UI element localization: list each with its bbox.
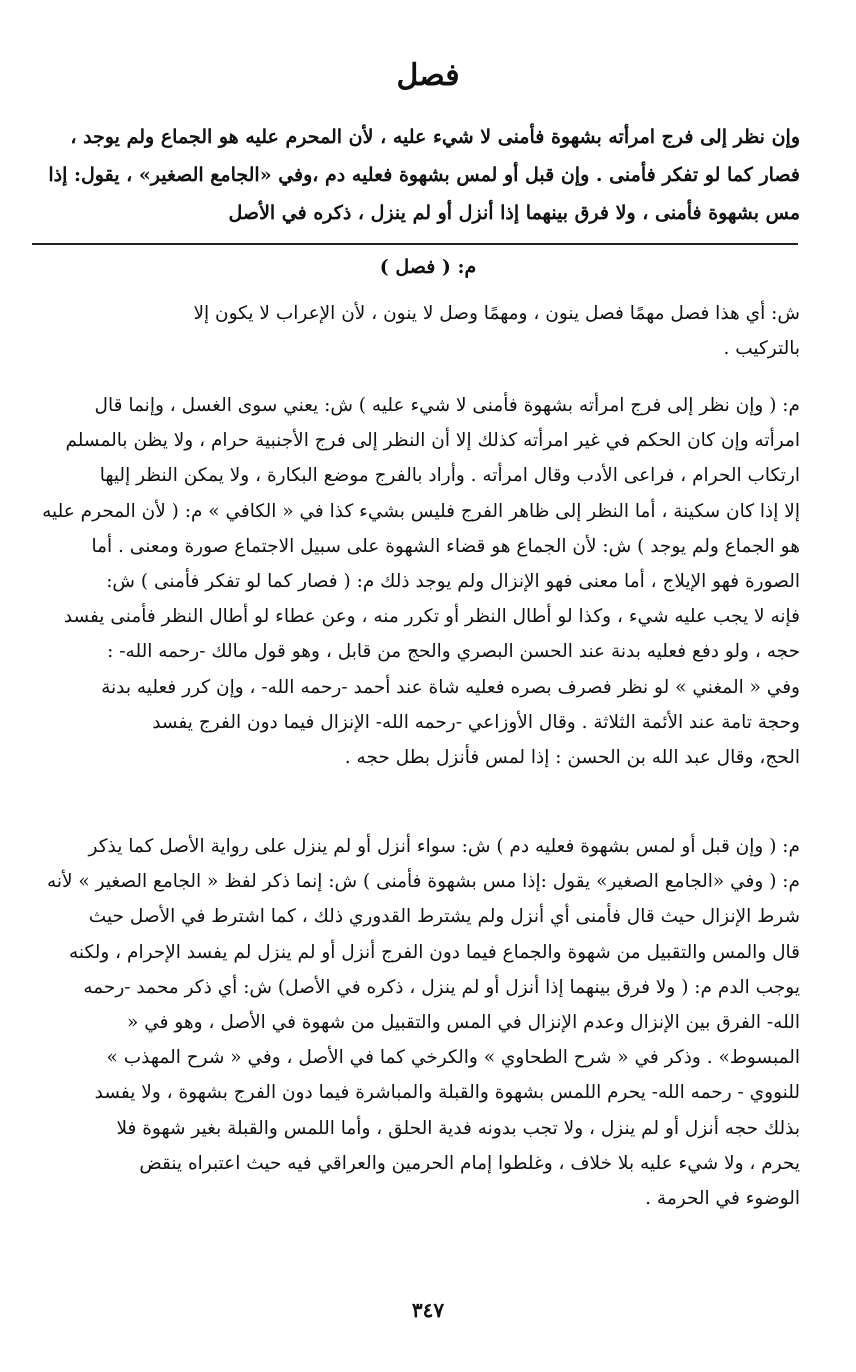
text-line: شرط الإنزال حيث قال فأمنى أي أنزل ولم يشترط القدوري ذلك ، كما اشترط في الأصل حيث: [88, 906, 800, 928]
text-line: يحرم ، ولا شيء عليه بلا خلاف ، وغلطوا إمام الحرمين والعراقي فيه حيث اعتبراه ينقض: [139, 1152, 800, 1174]
text-line: م: ( وإن نظر إلى فرج امرأته بشهوة فأمنى لا شيء عليه ) ش: يعني سوى الغسل ، وإنما قال: [94, 395, 800, 416]
text-line: ش: أي هذا فصل مهمًا فصل ينون ، ومهمًا وصل لا ينون ، لأن الإعراب لا يكون إلا: [193, 303, 800, 324]
commentary-paragraph-2: [32, 388, 800, 775]
matn-line: مس بشهوة فأمنى ، ولا فرق بينهما إذا أنزل أو لم ينزل ، ذكره في الأصل: [228, 202, 800, 224]
text-line: فإنه لا يجب عليه شيء ، وكذا لو أطال النظر أو تكرر منه ، وعن عطاء لو أطال النظر فأمنى يفسد: [63, 606, 800, 628]
text-line: المبسوط» . وذكر في « شرح الطحاوي » والكرخي كما في الأصل ، وفي « شرح المهذب »: [106, 1047, 800, 1069]
text-line: الوضوء في الحرمة .: [645, 1187, 800, 1209]
matn-line: وإن نظر إلى فرج امرأته بشهوة فأمنى لا شيء عليه ، لأن المحرم عليه هو الجماع ولم يوجد ،: [70, 126, 800, 148]
sharh-subheading: م: ( فصل ): [379, 256, 477, 278]
text-line: الحج، وقال عبد الله بن الحسن : إذا لمس فأنزل بطل حجه .: [344, 746, 800, 768]
text-line: ارتكاب الحرام ، فراعى الأدب وقال امرأته . وأراد بالفرج موضع البكارة ، ولا يمكن النظر إليها: [99, 465, 800, 487]
text-line: بذلك حجه أنزل أو لم ينزل ، ولا تجب بدونه فدية الحلق ، وأما اللمس والقبلة بغير شهوة فلا: [116, 1117, 800, 1139]
matn-block: [32, 118, 800, 232]
text-line: حجه ، ولو دفع فعليه بدنة عند الحسن البصري والحج من قابل ، وهو قول مالك -رحمه الله- :: [107, 641, 800, 663]
text-line: إلا إذا كان سكينة ، أما النظر إلى ظاهر الفرج فليس بشيء كذا في « الكافي » م: ( لأن المحرم عليه: [42, 500, 800, 522]
text-line: م: ( وفي «الجامع الصغير» يقول :إذا مس بشهوة فأمنى ) ش: إنما ذكر لفظ « الجامع الصغير » لأنه: [46, 871, 800, 893]
matn-line: فصار كما لو تفكر فأمنى . وإن قبل أو لمس بشهوة فعليه دم ،وفي «الجامع الصغير» ، يقول: إذا: [48, 164, 800, 186]
page-number: ٣٤٧: [411, 1298, 445, 1322]
text-line: م: ( وإن قبل أو لمس بشهوة فعليه دم ) ش: سواء أنزل أو لم ينزل على رواية الأصل كما يذكر: [88, 836, 800, 857]
commentary-paragraph-3: [32, 829, 800, 1216]
text-line: بالتركيب .: [723, 338, 800, 360]
text-line: وحجة تامة عند الأئمة الثلاثة . وقال الأوزاعي -رحمه الله- الإنزال فيما دون الفرج يفسد: [152, 711, 800, 733]
text-line: الصورة فهو الإيلاج ، أما معنى فهو الإنزال ولم يوجد ذلك م: ( فصار كما لو تفكر فأمنى ) ش:: [106, 570, 800, 592]
text-line: امرأته وإن كان الحكم في غير امرأته كذلك إلا أن النظر إلى فرج الأجنبية حرام ، ولا يظن بالمسلم: [65, 430, 800, 452]
commentary-paragraph-1: [32, 296, 800, 366]
text-line: هو الجماع ولم يوجد ) ش: لأن الجماع هو قضاء الشهوة على سبيل الاجتماع صورة ومعنى . أما: [91, 535, 800, 557]
text-line: الله- الفرق بين الإنزال وعدم الإنزال في المس والتقبيل من شهوة في الأصل ، وهو في «: [127, 1011, 800, 1033]
separator-rule: [32, 243, 798, 245]
text-line: وفي « المغني » لو نظر فصرف بصره فعليه شاة عند أحمد -رحمه الله- ، وإن كرر فعليه بدنة: [101, 676, 800, 698]
text-line: يوجب الدم م: ( ولا فرق بينهما إذا أنزل أو لم ينزل ، ذكره في الأصل) ش: أي ذكر محمد -رحمه: [83, 976, 800, 998]
text-line: للنووي - رحمه الله- يحرم اللمس بشهوة والقبلة والمباشرة فيما دون الفرج بشهوة ، ولا يفسد: [94, 1082, 800, 1104]
text-line: قال والمس والتقبيل من شهوة والجماع فيما دون الفرج أنزل أو لم ينزل لم يفسد الإحرام ، ولكنه: [68, 941, 800, 963]
chapter-title: فصل: [396, 58, 460, 93]
